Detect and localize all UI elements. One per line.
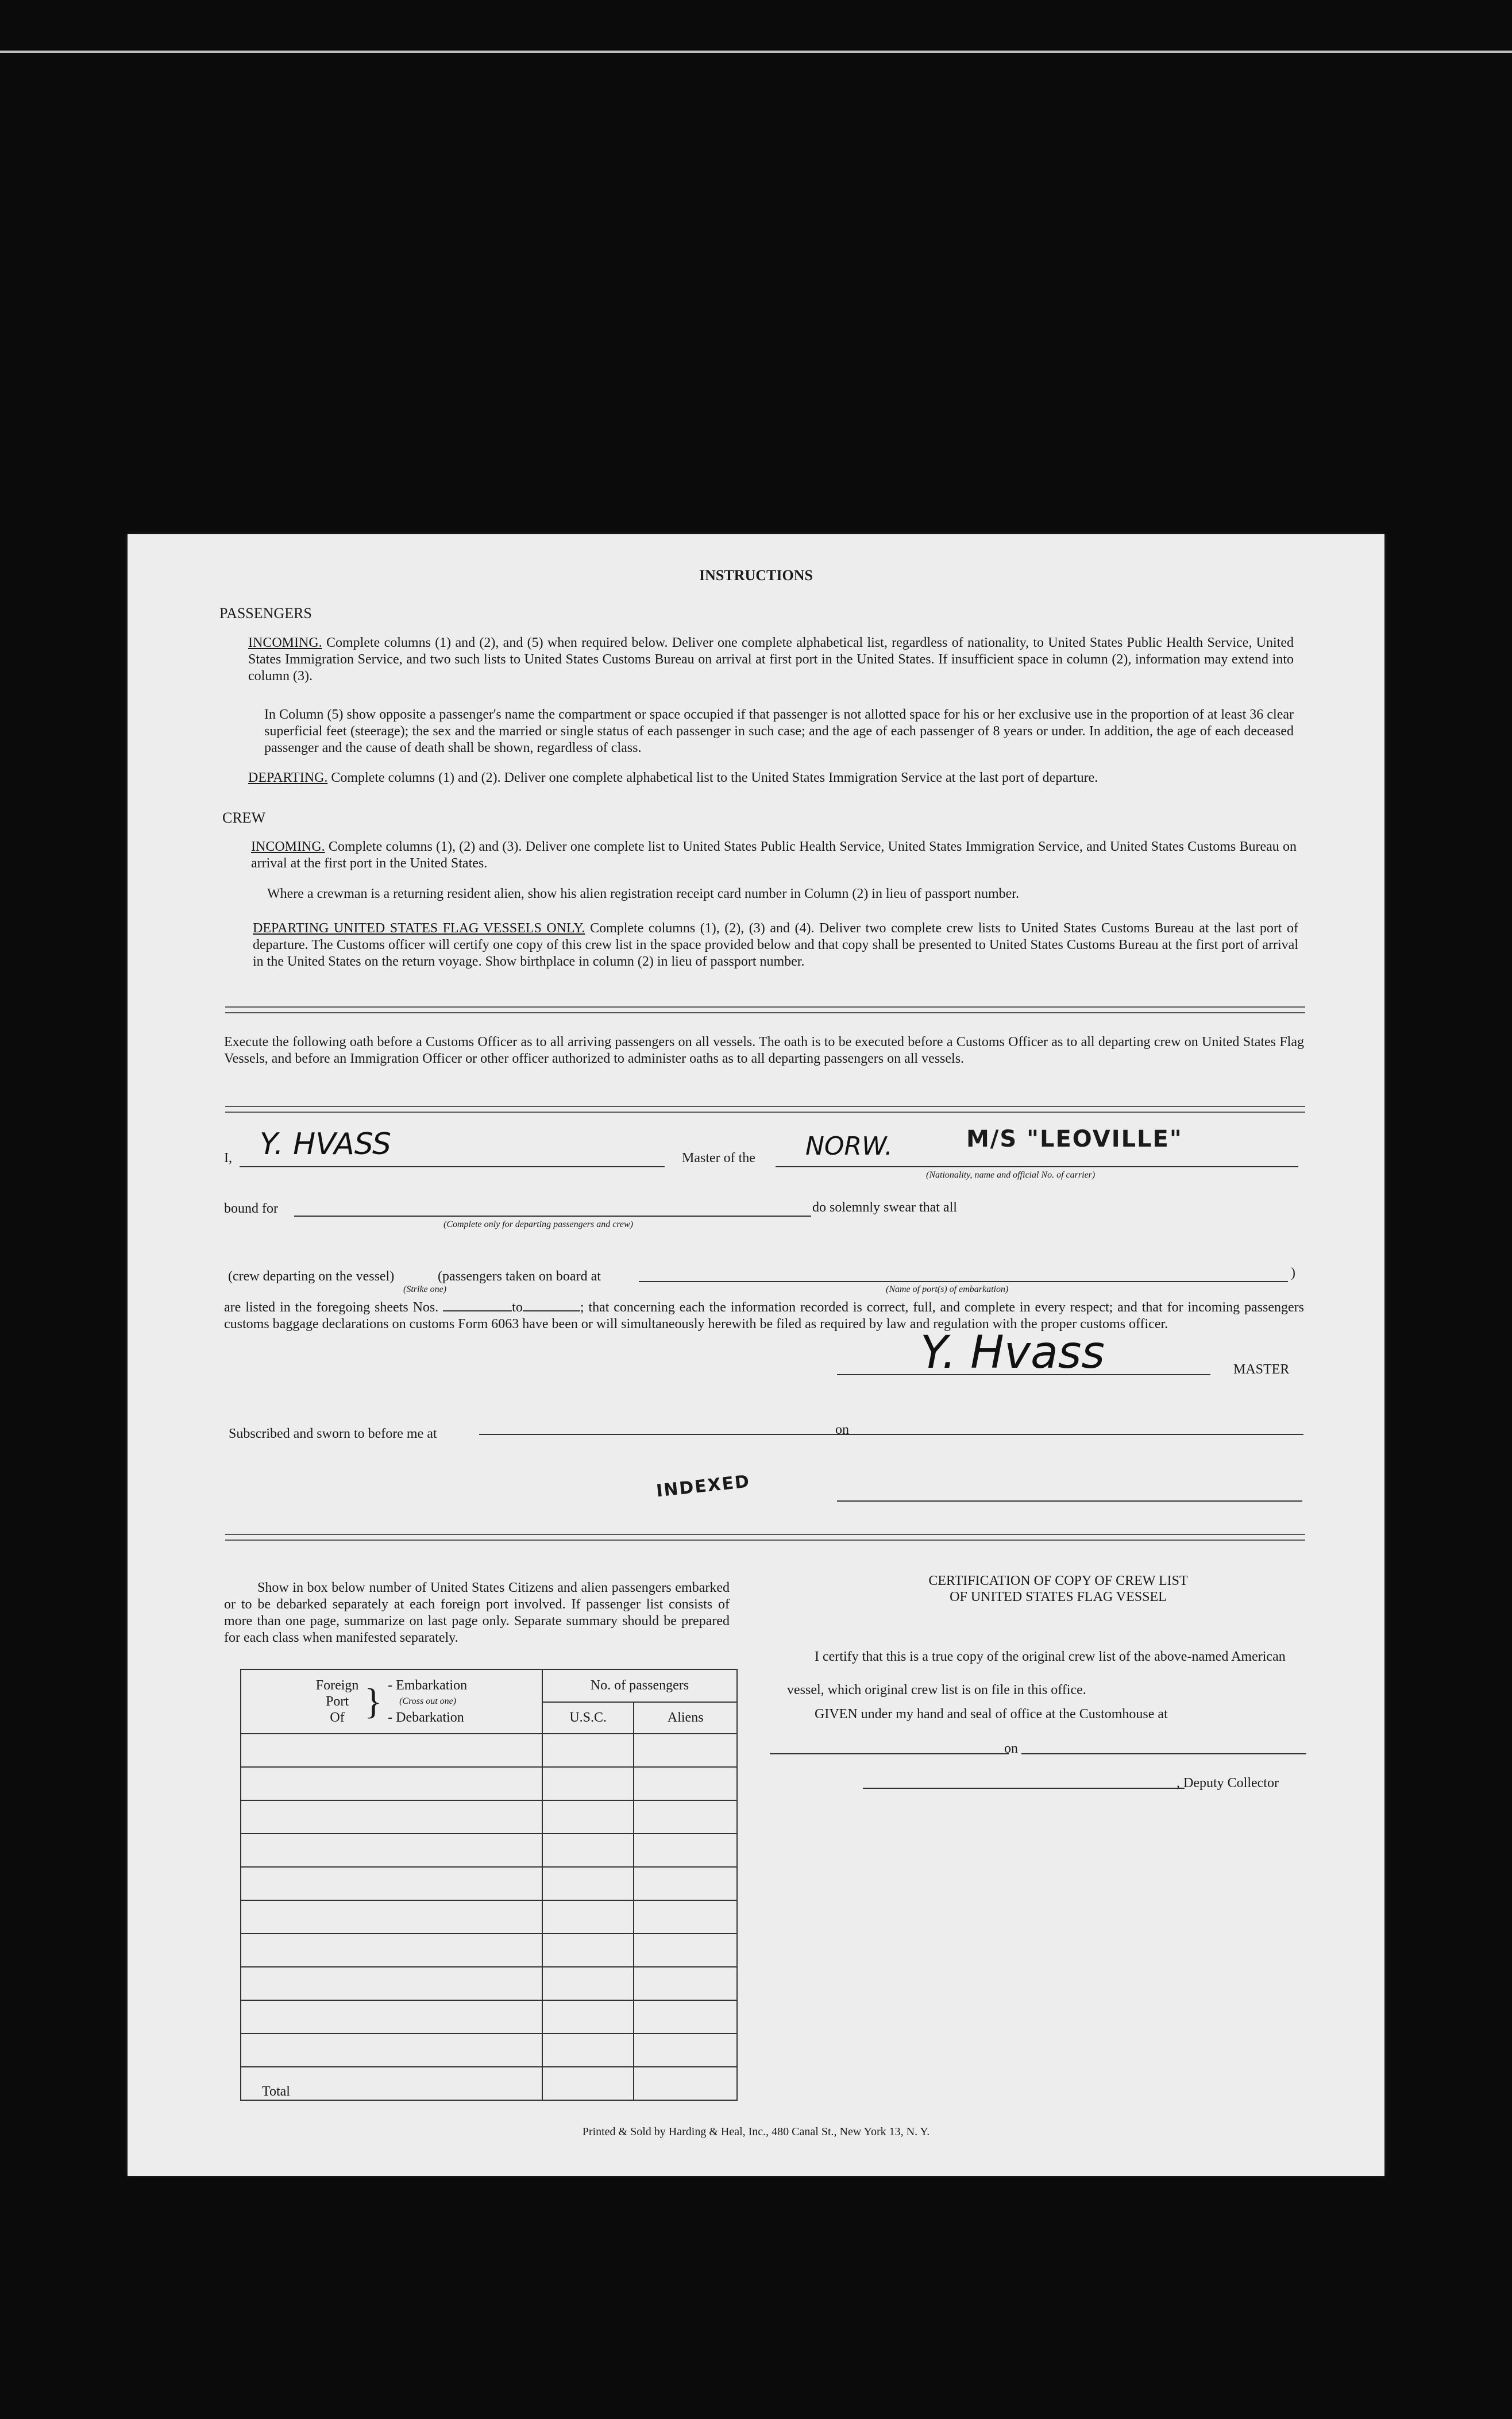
subscribed-date-line — [853, 1434, 1303, 1435]
strike-one-caption: (Strike one) — [403, 1284, 447, 1294]
aliens-cell[interactable] — [634, 1934, 737, 1967]
deputy-collector-signature-line — [863, 1788, 1185, 1789]
passengers-heading: PASSENGERS — [219, 605, 312, 622]
form-page — [128, 534, 1384, 2176]
bound-for-line — [294, 1216, 811, 1217]
departing-label: DEPARTING. — [248, 770, 328, 785]
total-label: Total — [241, 2067, 542, 2100]
sheet-from-blank — [443, 1310, 512, 1311]
vessel-caption: (Nationality, name and official No. of carrier) — [926, 1170, 1096, 1180]
usc-cell[interactable] — [542, 2000, 634, 2034]
port-caption: (Name of port(s) of embarkation) — [886, 1284, 1009, 1294]
subscribed-on-label: on — [835, 1422, 849, 1437]
summary-instructions: Show in box below number of United States Citizens and alien passengers embarked or to be debarked separately at each foreign port involved. If passenger list consists of more than one page, summarize on last page only. Separate summary should be prepared for each class when manifested separately. — [224, 1580, 730, 1645]
embarkation-port-line — [639, 1281, 1288, 1282]
close-paren: ) — [1291, 1266, 1295, 1280]
to-label: to — [512, 1300, 523, 1315]
master-label: MASTER — [1233, 1362, 1290, 1377]
table-row — [241, 1834, 737, 1867]
aliens-cell[interactable] — [634, 1734, 737, 1767]
scan-border-line — [0, 51, 1512, 53]
nationality-handwritten: NORW. — [805, 1132, 893, 1161]
listed-text-end: ; that concerning each the information recorded is correct, full, and complete in every respect; and that for incoming passengers customs baggage declarations on customs Form 6063 have been or will simultaneously herewith be filed as required by law and regulation with the proper customs officer. — [224, 1300, 1304, 1332]
certify-text: I certify that this is a true copy of the original crew list of the above-named American vessel, which original crew list is on file in this office. — [787, 1649, 1286, 1697]
crew-departing-paragraph — [253, 920, 1298, 970]
table-row — [241, 1967, 737, 2000]
port-label: Port — [326, 1694, 349, 1709]
crew-departing-option: (crew departing on the vessel) — [228, 1269, 395, 1284]
port-cell[interactable] — [241, 1867, 542, 1900]
divider — [225, 1534, 1305, 1541]
port-cell[interactable] — [241, 1900, 542, 1934]
certification-on-label: on — [1004, 1741, 1018, 1756]
departing-text: Complete columns (1) and (2). Deliver one complete alphabetical list to the United States Immigration Service at the last port of departure. — [331, 770, 1098, 785]
master-signature: Y. Hvass — [920, 1327, 1105, 1379]
indexed-stamp: INDEXED — [655, 1471, 751, 1502]
aliens-cell[interactable] — [634, 1767, 737, 1800]
port-cell[interactable] — [241, 1934, 542, 1967]
given-text: GIVEN under my hand and seal of office at the Customhouse at — [815, 1707, 1168, 1722]
usc-cell[interactable] — [542, 2034, 634, 2067]
port-cell[interactable] — [241, 1967, 542, 2000]
sheet-to-blank — [523, 1310, 580, 1311]
table-row — [241, 2000, 737, 2034]
deputy-collector-label: , Deputy Collector — [1177, 1776, 1279, 1791]
master-name-line — [240, 1166, 665, 1167]
master-name-handwritten: Y. HVASS — [260, 1127, 391, 1162]
aliens-cell[interactable] — [634, 1867, 737, 1900]
embarkation-label: - Embarkation — [388, 1678, 468, 1693]
crewman-paragraph: Where a crewman is a returning resident alien, show his alien registration receipt card number in Column (2) in lieu of passport number. — [267, 886, 1019, 901]
crew-departing-text: Complete columns (1), (2), (3) and (4). Deliver two complete crew lists to United States Customs Bureau at the last port of departure. The Customs officer will certify one copy of this crew list in the space provided below and that copy shall be presented to United States Customs Bureau at the first port of arrival in the United States on the return voyage. Show birthplace in column (2) in lieu of passport number. — [253, 921, 1299, 969]
subscribed-label: Subscribed and sworn to before me at — [229, 1426, 437, 1441]
brace-mark: } — [364, 1681, 383, 1722]
port-cell[interactable] — [241, 1834, 542, 1867]
bound-for-label: bound for — [224, 1201, 278, 1216]
cross-out-caption: (Cross out one) — [399, 1696, 457, 1706]
usc-cell[interactable] — [542, 1734, 634, 1767]
crew-incoming-paragraph — [251, 839, 1297, 872]
usc-cell[interactable] — [542, 1767, 634, 1800]
certification-date-line — [1021, 1753, 1306, 1754]
aliens-cell[interactable] — [634, 1800, 737, 1834]
usc-cell[interactable] — [542, 1867, 634, 1900]
aliens-cell[interactable] — [634, 2034, 737, 2067]
port-cell[interactable] — [241, 1734, 542, 1767]
usc-total-cell[interactable] — [542, 2067, 634, 2100]
passenger-summary-table — [240, 1669, 738, 2101]
table-row — [241, 1900, 737, 1934]
listed-text-start: are listed in the foregoing sheets Nos. — [224, 1300, 439, 1315]
printer-imprint: Printed & Sold by Harding & Heal, Inc., 480 Canal St., New York 13, N. Y. — [582, 2125, 930, 2138]
table-row — [241, 2034, 737, 2067]
incoming-label: INCOMING. — [248, 635, 322, 650]
certification-title — [782, 1573, 1334, 1605]
port-cell[interactable] — [241, 1800, 542, 1834]
total-row — [241, 2067, 737, 2100]
table-row — [241, 1734, 737, 1767]
incoming-text: Complete columns (1) and (2), and (5) when required below. Deliver one complete alphabetical list, regardless of nationality, to United States Public Health Service, United States Immigration Service, and two such lists to United States Customs Bureau on arrival at first port in the United States. If insufficient space in column (2), information may extend into column (3). — [248, 635, 1294, 684]
listed-paragraph — [224, 1299, 1304, 1333]
certification-title-line2: OF UNITED STATES FLAG VESSEL — [950, 1589, 1167, 1604]
certification-title-line1: CERTIFICATION OF COPY OF CREW LIST — [928, 1573, 1188, 1588]
passengers-taken-option: (passengers taken on board at — [438, 1269, 601, 1284]
aliens-total-cell[interactable] — [634, 2067, 737, 2100]
crew-incoming-label: INCOMING. — [251, 839, 325, 854]
passengers-departing-paragraph — [248, 770, 1294, 786]
oath-intro: Execute the following oath before a Customs Officer as to all arriving passengers on all vessels. The oath is to be executed before a Customs Officer as to all departing crew on United States Flag Vessels, and before an Immigration Officer or other officer authorized to administer oaths as to all departing passengers on all vessels. — [224, 1035, 1304, 1066]
aliens-header: Aliens — [634, 1702, 737, 1734]
aliens-cell[interactable] — [634, 1834, 737, 1867]
no-of-passengers-header: No. of passengers — [542, 1669, 737, 1702]
table-row — [241, 1800, 737, 1834]
of-label: Of — [330, 1710, 345, 1725]
vessel-name-typed: M/S "LEOVILLE" — [966, 1126, 1183, 1152]
master-of-label: Master of the — [682, 1151, 755, 1166]
port-cell[interactable] — [241, 2000, 542, 2034]
divider — [225, 1106, 1305, 1113]
port-cell[interactable] — [241, 1767, 542, 1800]
debarkation-label: - Debarkation — [388, 1710, 464, 1725]
foreign-port-header — [241, 1669, 542, 1734]
crew-departing-label: DEPARTING UNITED STATES FLAG VESSELS ONLY. — [253, 921, 585, 936]
aliens-cell[interactable] — [634, 2000, 737, 2034]
table-row — [241, 1767, 737, 1800]
swear-text: do solemnly swear that all — [812, 1200, 957, 1215]
usc-cell[interactable] — [542, 1967, 634, 2000]
usc-cell[interactable] — [542, 1934, 634, 1967]
usc-cell[interactable] — [542, 1800, 634, 1834]
table-row — [241, 1934, 737, 1967]
crew-heading: CREW — [222, 809, 266, 826]
divider — [225, 1006, 1305, 1013]
column5-paragraph: In Column (5) show opposite a passenger's name the compartment or space occupied if that passenger is not allotted space for his or her exclusive use in the proportion of at least 36 clear superficial feet (steerage); the sex and the married or single status of each passenger in such case; and the age of each passenger of 8 years or under. In addition, the age of each deceased passenger and the cause of death shall be shown, regardless of class. — [264, 707, 1294, 755]
passengers-incoming-paragraph — [248, 635, 1294, 685]
table-row — [241, 1867, 737, 1900]
aliens-cell[interactable] — [634, 1900, 737, 1934]
port-cell[interactable] — [241, 2034, 542, 2067]
usc-cell[interactable] — [542, 1834, 634, 1867]
foreign-label: Foreign — [315, 1678, 359, 1693]
usc-header: U.S.C. — [542, 1702, 634, 1734]
oath-i-label: I, — [224, 1151, 232, 1166]
crew-incoming-text: Complete columns (1), (2) and (3). Deliver one complete list to United States Public Health Service, United States Immigration Service, and United States Customs Bureau on arrival at the first port in the United States. — [251, 839, 1297, 871]
usc-cell[interactable] — [542, 1900, 634, 1934]
vessel-line — [776, 1166, 1298, 1167]
instructions-title: INSTRUCTIONS — [699, 567, 813, 584]
customhouse-place-line — [770, 1753, 1009, 1754]
aliens-cell[interactable] — [634, 1967, 737, 2000]
officer-signature-line — [837, 1500, 1302, 1502]
bound-for-caption: (Complete only for departing passengers and crew) — [443, 1220, 634, 1229]
